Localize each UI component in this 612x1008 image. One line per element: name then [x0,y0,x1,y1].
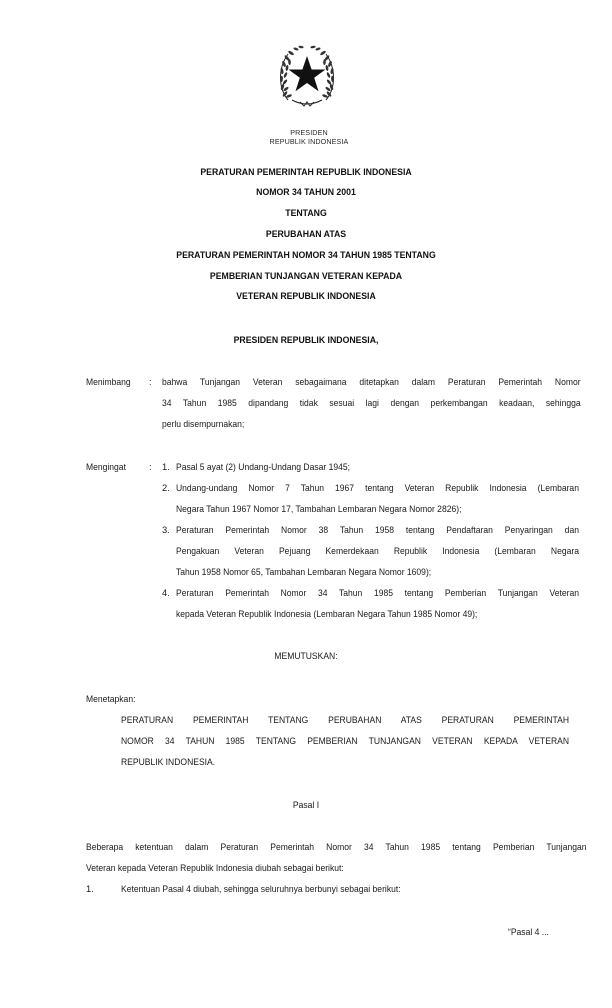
title-line-2: NOMOR 34 TAHUN 2001 [256,186,356,197]
menimbang-line-2: 34 Tahun 1985 dipandang tidak sesuai lagi dengan perkembangan keadaan, sehingga [162,398,581,408]
mengingat-label: Mengingat [86,462,126,472]
pasal-heading: Pasal I [292,800,320,810]
menimbang-colon: : [149,377,152,387]
garuda-star-seal-icon [276,38,338,120]
menimbang-line-3: perlu disempurnakan; [162,419,245,429]
mengingat-item-3-line-3: Tahun 1958 Nomor 65, Tambahan Lembaran Negara Nomor 1609); [176,567,432,577]
mengingat-item-3-line-1: Peraturan Pemerintah Nomor 38 Tahun 1958 tentang Pendaftaran Penyaringan dan [176,525,579,535]
memutuskan-heading: MEMUTUSKAN: [274,651,338,661]
mengingat-item-3-line-2: Pengakuan Veteran Pejuang Kemerdekaan Republik Indonesia (Lembaran Negara [176,546,579,556]
mengingat-item-2-line-1: Undang-undang Nomor 7 Tahun 1967 tentang Veteran Republik Indonesia (Lembaran [176,483,579,493]
seal-caption-presiden: PRESIDEN [290,128,328,137]
menetapkan-line-1: PERATURAN PEMERINTAH TENTANG PERUBAHAN ATAS PERATURAN PEMERINTAH [121,715,570,725]
mengingat-item-1-line-1: Pasal 5 ayat (2) Undang-Undang Dasar 1945; [176,462,351,472]
menimbang-line-1: bahwa Tunjangan Veteran sebagaimana ditetapkan dalam Peraturan Pemerintah Nomor [162,377,581,387]
menetapkan-label: Menetapkan: [86,694,136,704]
title-line-3: TENTANG [285,207,327,218]
pasal-intro-line-2: Veteran kepada Veteran Republik Indonesia diubah sebagai berikut: [86,863,344,873]
pasal-item-1-text: Ketentuan Pasal 4 diubah, sehingga seluruhnya berbunyi sebagai berikut: [121,884,401,894]
menetapkan-line-2: NOMOR 34 TAHUN 1985 TENTANG PEMBERIAN TUNJANGAN VETERAN KEPADA VETERAN [121,736,570,746]
menetapkan-line-3: REPUBLIK INDONESIA. [121,757,216,767]
pasal-intro-line-1: Beberapa ketentuan dalam Peraturan Pemerintah Nomor 34 Tahun 1985 tentang Pemberian Tunjangan [86,842,587,852]
mengingat-item-1-number: 1. [162,462,170,472]
title-line-4: PERUBAHAN ATAS [265,228,347,239]
mengingat-colon: : [149,462,152,472]
title-line-7: VETERAN REPUBLIK INDONESIA [236,290,376,301]
mengingat-item-2-number: 2. [162,483,170,493]
title-line-5: PERATURAN PEMERINTAH NOMOR 34 TAHUN 1985 TENTANG [176,249,436,260]
title-line-6: PEMBERIAN TUNJANGAN VETERAN KEPADA [209,270,403,281]
mengingat-item-4-number: 4. [162,588,170,598]
issuer-heading: PRESIDEN REPUBLIK INDONESIA, [233,334,379,345]
mengingat-item-4-line-1: Peraturan Pemerintah Nomor 34 Tahun 1985 tentang Pemberian Tunjangan Veteran [176,588,579,598]
mengingat-item-4-line-2: kepada Veteran Republik Indonesia (Lembaran Negara Tahun 1985 Nomor 49); [176,609,478,619]
mengingat-item-2-line-2: Negara Tahun 1967 Nomor 17, Tambahan Lembaran Negara Nomor 2826); [176,504,462,514]
continuation-marker: “Pasal 4 ... [508,927,549,937]
pasal-item-1-number: 1. [86,884,94,894]
mengingat-item-3-number: 3. [162,525,170,535]
menimbang-label: Menimbang [86,377,131,387]
seal-caption-republik: REPUBLIK INDONESIA [269,137,349,146]
title-line-1: PERATURAN PEMERINTAH REPUBLIK INDONESIA [200,166,412,177]
